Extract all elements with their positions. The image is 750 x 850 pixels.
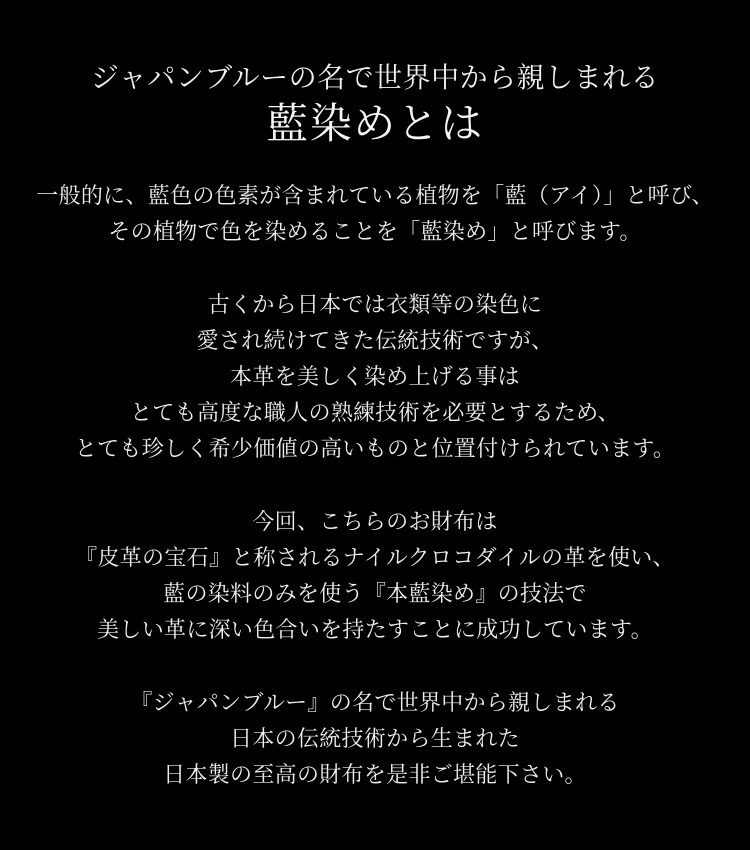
text-line: 一般的に、藍色の色素が含まれている植物を「藍（アイ）」と呼び、 — [36, 183, 714, 208]
paragraph-intro — [0, 178, 750, 250]
headline-subtitle: ジャパンブルーの名で世界中から親しまれる — [90, 63, 660, 94]
text-line: とても高度な職人の熟練技術を必要とするため、 — [130, 400, 620, 425]
text-line: とても珍しく希少価値の高いものと位置付けられています。 — [74, 436, 676, 461]
text-line: 愛され続けてきた伝統技術ですが、 — [196, 328, 554, 353]
text-line: 『ジャパンブルー』の名で世界中から親しまれる — [130, 690, 620, 715]
paragraph-tradition — [0, 287, 750, 467]
text-line: 『皮革の宝石』と称されるナイルクロコダイルの革を使い、 — [75, 545, 675, 570]
text-line: 藍の染料のみを使う『本藍染め』の技法で — [163, 581, 587, 606]
page-title: 藍染めとは — [266, 102, 484, 148]
paragraph-product — [0, 504, 750, 648]
text-line: 日本製の至高の財布を是非ご堪能下さい。 — [163, 762, 587, 787]
text-line: 今回、こちらのお財布は — [252, 509, 498, 534]
text-line: その植物で色を染めることを「藍染め」と呼びます。 — [108, 219, 642, 244]
text-line: 本革を美しく染め上げる事は — [230, 364, 520, 389]
text-line: 美しい革に深い色合いを持たすことに成功しています。 — [97, 617, 653, 642]
text-line: 日本の伝統技術から生まれた — [230, 726, 520, 751]
paragraph-closing — [0, 685, 750, 793]
text-line: 古くから日本では衣類等の染色に — [207, 292, 543, 317]
